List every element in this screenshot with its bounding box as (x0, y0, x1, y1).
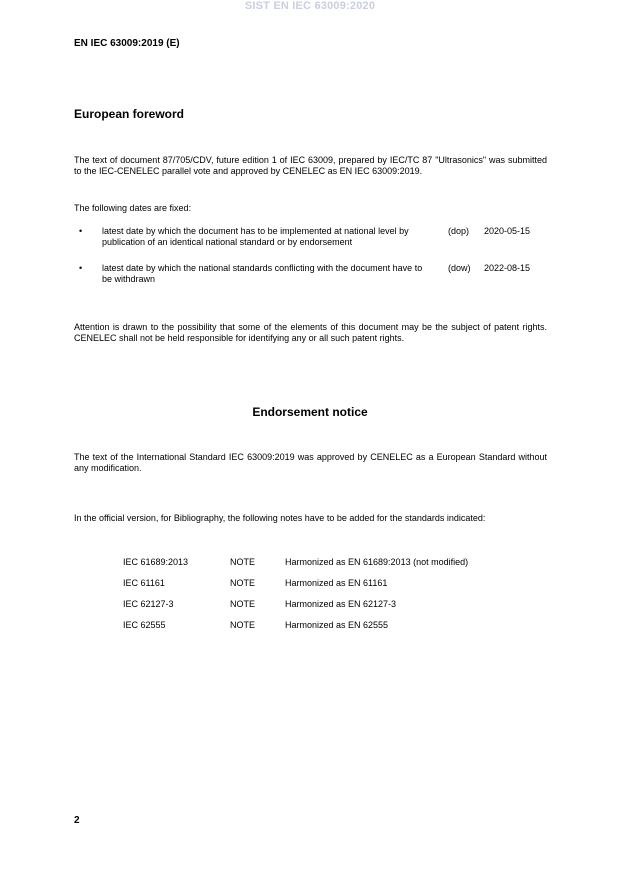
date-item-date: 2022-08-15 (484, 263, 531, 273)
note-standard: IEC 62555 (123, 620, 166, 630)
page-number: 2 (74, 815, 80, 826)
note-text: Harmonized as EN 61161 (285, 578, 388, 588)
european-foreword-heading: European foreword (74, 107, 185, 121)
note-label: NOTE (230, 557, 256, 567)
note-text: Harmonized as EN 62555 (285, 620, 389, 630)
note-text: Harmonized as EN 61689:2013 (not modified) (285, 557, 469, 567)
patent-attention-paragraph: Attention is drawn to the possibility that some of the elements of this document may be the subject of patent rights. CENELEC shall not be held responsible for identifying any or all such patent rights. (74, 322, 547, 343)
note-standard: IEC 61161 (123, 578, 165, 588)
bibliography-paragraph: In the official version, for Bibliography, the following notes have to be added for the standards indicated: (74, 513, 486, 523)
date-item-date: 2020-05-15 (484, 226, 531, 236)
note-label: NOTE (230, 599, 256, 609)
date-item-code: (dow) (448, 263, 471, 273)
dates-intro: The following dates are fixed: (74, 203, 192, 213)
note-row (123, 599, 543, 620)
note-row (123, 578, 543, 599)
date-item-text: latest date by which the document has to be implemented at national level by publication of an identical national standard or by endorsement (102, 226, 409, 247)
note-standard: IEC 61689:2013 (123, 557, 189, 567)
note-text: Harmonized as EN 62127-3 (285, 599, 397, 609)
foreword-paragraph: The text of document 87/705/CDV, future edition 1 of IEC 63009, prepared by IEC/TC 87 "Ultrasonics" was submitted to the IEC-CENELEC parallel vote and approved by CENELEC as EN IEC 63009:2019. (74, 155, 547, 176)
note-standard: IEC 62127-3 (123, 599, 174, 609)
endorsement-notice-heading: Endorsement notice (252, 405, 368, 419)
bullet-icon: • (79, 263, 83, 273)
bibliography-notes-list (123, 557, 543, 641)
note-row (123, 620, 543, 641)
date-item-code: (dop) (448, 226, 470, 236)
endorsement-paragraph: The text of the International Standard IEC 63009:2019 was approved by CENELEC as a European Standard without any modification. (74, 452, 547, 473)
watermark: SIST EN IEC 63009:2020 (244, 0, 376, 12)
document-id-header: EN IEC 63009:2019 (E) (74, 38, 180, 49)
note-label: NOTE (230, 620, 256, 630)
date-item-text: latest date by which the national standards conflicting with the document have to be withdrawn (102, 263, 423, 284)
note-label: NOTE (230, 578, 256, 588)
note-row (123, 557, 543, 578)
bullet-icon: • (79, 226, 83, 236)
